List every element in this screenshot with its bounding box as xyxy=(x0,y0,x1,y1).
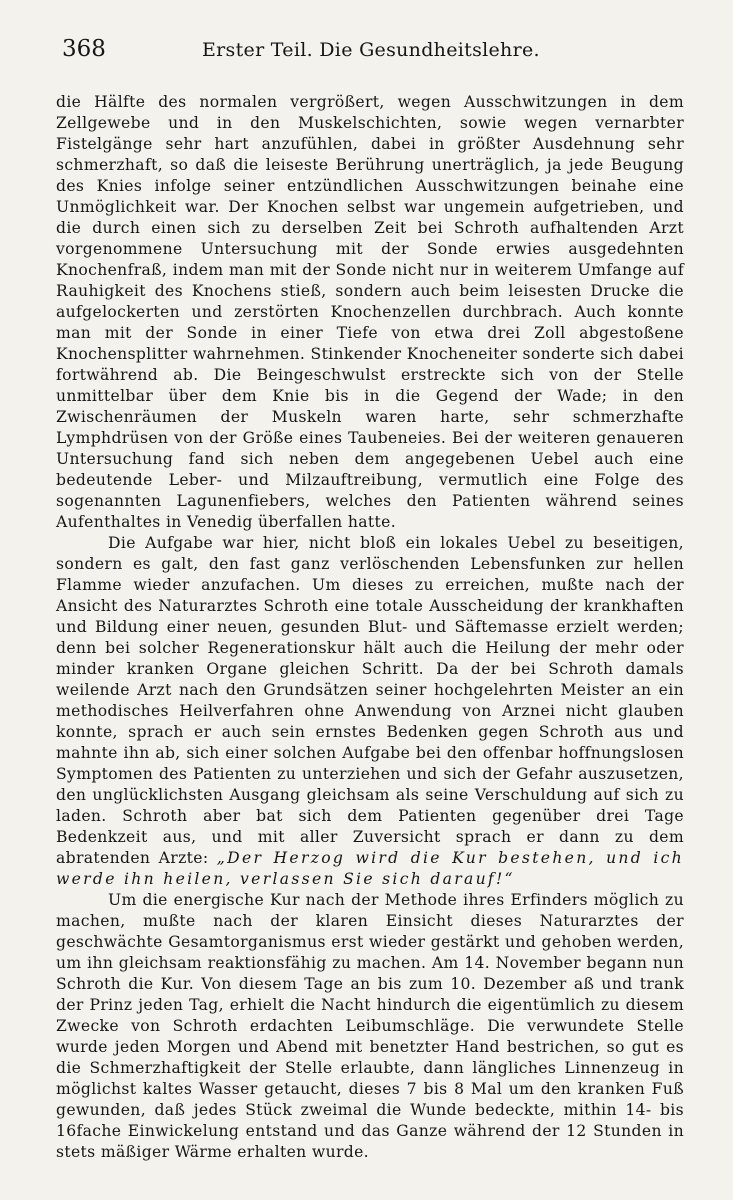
body-text xyxy=(56,92,684,1163)
page-header xyxy=(62,36,683,70)
quoted-speech: „Der Herzog wird die Kur bestehen, und ich werde ihn heilen, verlassen Sie sich darauf!“ xyxy=(56,849,684,888)
running-title: Erster Teil. Die Gesundheitslehre. xyxy=(202,39,540,61)
paragraph-2 xyxy=(56,533,684,890)
paragraph-3: Um die energische Kur nach der Methode ihres Erfinders möglich zu machen, mußte nach der klaren Einsicht dieses Naturarztes der geschwächte Gesamtorganismus erst wieder gestärkt und gehoben werden, um ihn gleichsam reaktionsfähig zu machen. Am 14. November begann nun Schroth die Kur. Von diesem Tage an bis zum 10. Dezember aß und trank der Prinz jeden Tag, erhielt die Nacht hindurch die eigentümlich zu diesem Zwecke von Schroth erdachten Leibumschläge. Die verwundete Stelle wurde jeden Morgen und Abend mit benetzter Hand bestrichen, so gut es die Schmerzhaftigkeit der Stelle erlaubte, dann längliches Linnenzeug in möglichst kaltes Wasser getaucht, dieses 7 bis 8 Mal um den kranken Fuß gewunden, daß jedes Stück zweimal die Wunde bedeckte, mithin 14- bis 16fache Einwickelung entstand und das Ganze während der 12 Stunden in stets mäßiger Wärme erhalten wurde. xyxy=(56,891,684,1161)
paragraph-2-text: Die Aufgabe war hier, nicht bloß ein lokales Uebel zu beseitigen, sondern es galt, den fast ganz verlöschenden Lebensfunken zur hellen Flamme wieder anzufachen. Um dieses zu erreichen, mußte nach der Ansicht des Naturarztes Schroth eine totale Ausscheidung der krankhaften und Bildung einer neuen, gesunden Blut- und Säftemasse erzielt werden; denn bei solcher Regenerationskur hält auch die Heilung der mehr oder minder kranken Organe gleichen Schritt. Da der bei Schroth damals weilende Arzt nach den Grundsätzen seiner hochgelehrten Meister an ein methodisches Heilverfahren ohne Anwendung von Arznei nicht glauben konnte, sprach er auch sein ernstes Bedenken gegen Schroth aus und mahnte ihn ab, sich einer solchen Aufgabe bei den offenbar hoffnungslosen Symptomen des Patienten zu unterziehen und sich der Gefahr auszusetzen, den unglücklichsten Ausgang gleichsam als seine Verschuldung auf sich zu laden. Schroth aber bat sich dem Patienten gegenüber drei Tage Bedenkzeit aus, und mit aller Zuversicht sprach er dann zu dem abratenden Arzte: xyxy=(56,534,684,867)
page-number: 368 xyxy=(62,36,106,62)
paragraph-1: die Hälfte des normalen vergrößert, wegen Ausschwitzungen in dem Zellgewebe und in den Muskelschichten, sowie wegen vernarbter Fistelgänge sehr hart anzufühlen, dabei in größter Ausdehnung sehr schmerzhaft, so daß die leiseste Berührung unerträglich, ja jede Beugung des Knies infolge seiner entzündlichen Ausschwitzungen beinahe eine Unmöglichkeit war. Der Knochen selbst war ungemein aufgetrieben, und die durch einen sich zu derselben Zeit bei Schroth aufhaltenden Arzt vorgenommene Untersuchung mit der Sonde erwies ausgedehnten Knochenfraß, indem man mit der Sonde nicht nur in weiterem Umfange auf Rauhigkeit des Knochens stieß, sondern auch beim leisesten Drucke die aufgelockerten und zerstörten Knochenzellen durchbrach. Auch konnte man mit der Sonde in einer Tiefe von etwa drei Zoll abgestoßene Knochensplitter wahrnehmen. Stinkender Knocheneiter sonderte sich dabei fortwährend ab. Die Beingeschwulst erstreckte sich von der Stelle unmittelbar über dem Knie bis in die Gegend der Wade; in den Zwischenräumen der Muskeln waren harte, sehr schmerzhafte Lymphdrüsen von der Größe eines Taubeneies. Bei der weiteren genaueren Untersuchung fand sich neben dem angegebenen Uebel auch eine bedeutende Leber- und Milzauftreibung, vermutlich eine Folge des sogenannten Lagunenfiebers, welches den Patienten während seines Aufenthaltes in Venedig überfallen hatte. xyxy=(56,93,684,531)
